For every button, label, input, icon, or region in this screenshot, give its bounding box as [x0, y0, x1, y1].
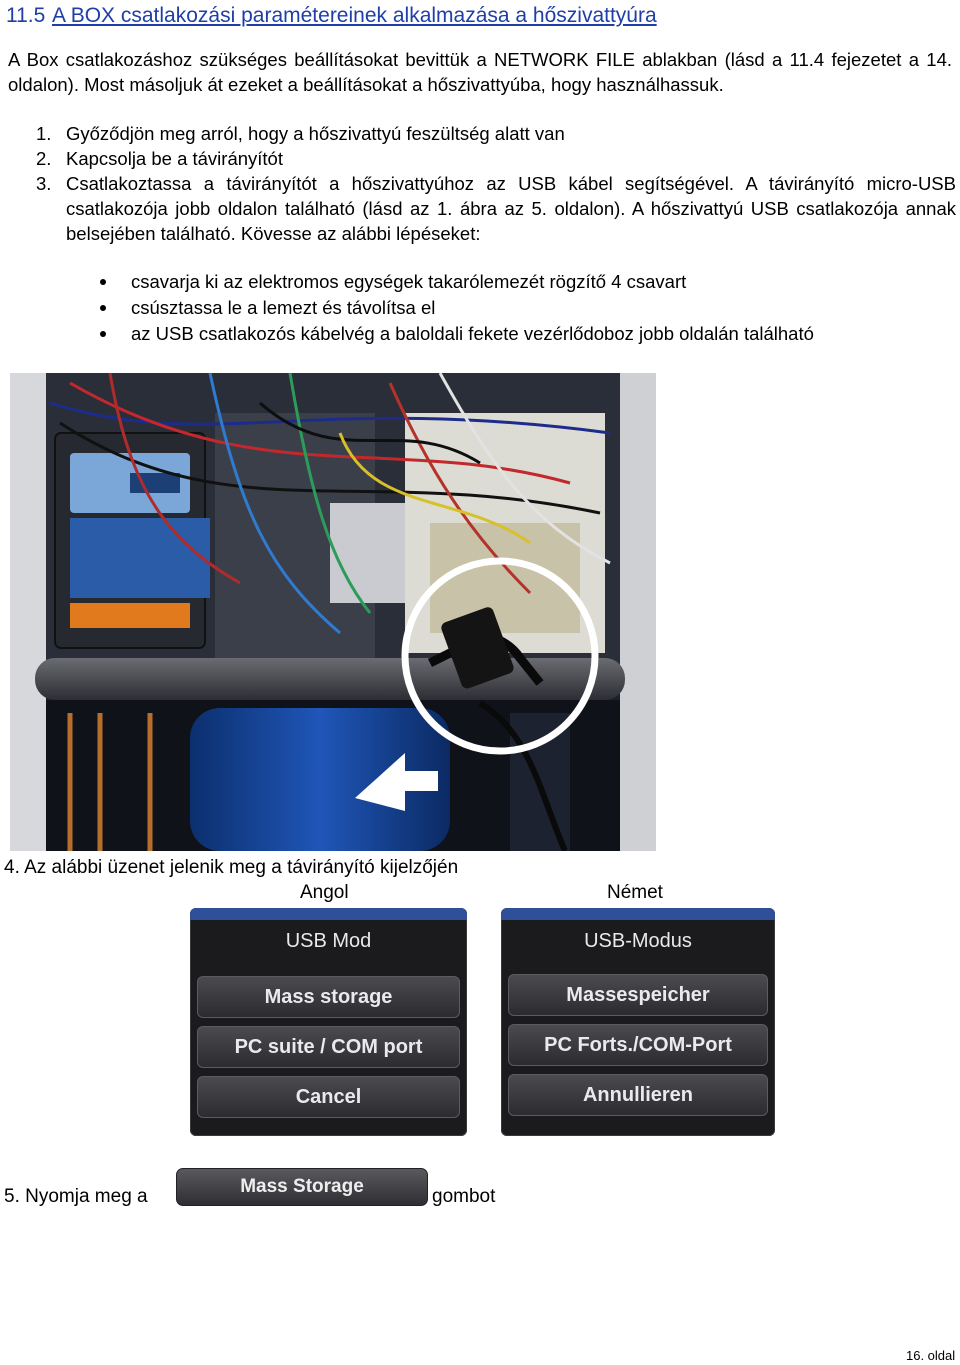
step-4-text: 4. Az alábbi üzenet jelenik meg a távirányító kijelzőjén	[4, 857, 459, 878]
bullet-text: az USB csatlakozós kábelvég a baloldali fekete vezérlődoboz jobb oldalán található	[131, 323, 814, 344]
bullet-icon	[100, 305, 106, 311]
section-heading	[6, 4, 657, 28]
pc-forts-com-port-button[interactable]: PC Forts./COM-Port	[508, 1024, 768, 1066]
step-number: 1.	[36, 123, 52, 144]
section-number: 11.5	[6, 4, 46, 27]
bullet-icon	[100, 279, 106, 285]
heat-pump-photo	[10, 373, 656, 851]
massespeicher-button[interactable]: Massespeicher	[508, 974, 768, 1016]
panel-title: USB Mod	[285, 930, 372, 952]
english-label: Angol	[300, 882, 349, 903]
bullet-item	[100, 321, 940, 347]
intro-paragraph: A Box csatlakozáshoz szükséges beállításokat bevittük a NETWORK FILE ablakban (lásd a 11.4 fejezetet a 14. oldalon). Most másoljuk át ezeket a beállításokat a hőszivattyúba, hogy használhassuk.	[8, 49, 952, 95]
step-text: Kapcsolja be a távirányítót	[66, 148, 283, 169]
page-number: 16. oldal	[906, 1348, 956, 1363]
step-5-suffix: gombot	[432, 1186, 496, 1207]
cancel-button[interactable]: Cancel	[197, 1076, 460, 1118]
bullet-icon	[100, 331, 106, 337]
bullet-text: csúsztassa le a lemezt és távolítsa el	[131, 297, 436, 318]
usb-mode-panel-english	[190, 908, 467, 1136]
step-item	[36, 121, 956, 146]
step-text: Győződjön meg arról, hogy a hőszivattyú feszültség alatt van	[66, 123, 565, 144]
bullet-item	[100, 269, 940, 295]
german-label: Német	[607, 882, 663, 903]
step-number: 3.	[36, 173, 52, 194]
heat-pump-illustration	[10, 373, 656, 851]
bullet-text: csavarja ki az elektromos egységek takarólemezét rögzítő 4 csavart	[131, 271, 687, 292]
bullet-list	[100, 269, 940, 347]
steps-list	[36, 121, 956, 246]
step-item	[36, 146, 956, 171]
step-text: Csatlakoztassa a távirányítót a hőszivattyúhoz az USB kábel segítségével. A távirányító micro-USB csatlakozója jobb oldalon található (lásd az 1. ábra az 5. oldalon). A hőszivattyú USB csatlakozója annak belsejében található. Kövesse az alábbi lépéseket:	[66, 173, 956, 244]
usb-mode-panel-german	[501, 908, 775, 1136]
bullet-item	[100, 295, 940, 321]
annullieren-button[interactable]: Annullieren	[508, 1074, 768, 1116]
panel-title-bar	[190, 908, 467, 920]
section-title: A BOX csatlakozási paramétereinek alkalmazása a hőszivattyúra	[52, 4, 657, 27]
mass-storage-button[interactable]: Mass storage	[197, 976, 460, 1018]
mass-storage-button-inline[interactable]: Mass Storage	[176, 1168, 428, 1206]
step-5-text: 5. Nyomja meg a	[4, 1186, 148, 1207]
panel-title-bar	[501, 908, 775, 920]
step-item	[36, 171, 956, 246]
pc-suite-com-port-button[interactable]: PC suite / COM port	[197, 1026, 460, 1068]
panel-title: USB-Modus	[584, 930, 692, 952]
step-number: 2.	[36, 148, 52, 169]
